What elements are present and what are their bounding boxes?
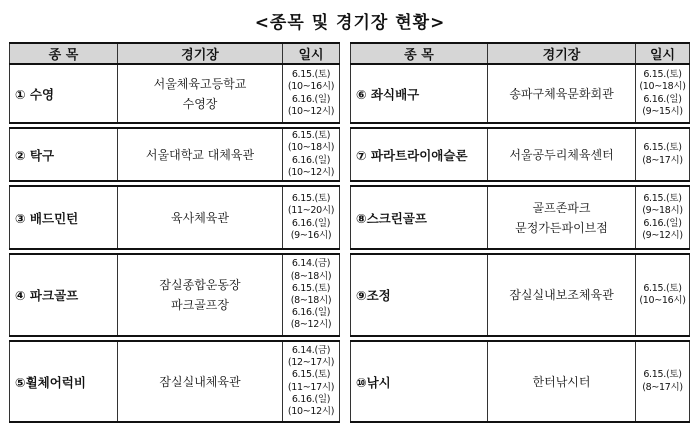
event-cell: ② 탁구 (10, 128, 118, 181)
date-line: 6.14.(금) (291, 344, 331, 356)
table-row (10, 341, 340, 422)
venue-line: 문정가든파이브점 (515, 220, 608, 235)
header-event: 종 목 (10, 43, 118, 64)
event-cell: ④ 파크골프 (10, 254, 118, 336)
table-row (351, 254, 690, 336)
table-header-row (10, 43, 340, 64)
venue-cell (118, 341, 283, 422)
venue-cell (118, 186, 283, 249)
venue-line: 한터낚시터 (532, 374, 591, 389)
date-line: 6.16.(일) (291, 217, 331, 229)
venue-cell (488, 254, 636, 336)
venue-line: 잠실실내체육관 (159, 374, 241, 389)
table-row (351, 64, 690, 123)
date-line: 6.15.(토) (291, 69, 331, 81)
date-line: (10~18시) (639, 81, 686, 93)
venue-line: 서울대학교 대체육관 (145, 147, 255, 162)
venue-line: 파크골프장 (171, 298, 229, 312)
table-row (10, 254, 340, 336)
date-line: 6.15.(토) (291, 130, 331, 142)
date-line: (10~12시) (287, 105, 335, 117)
date-line: 6.16.(일) (643, 93, 682, 105)
date-line: (11~17시) (287, 381, 335, 393)
date-cell (636, 128, 690, 181)
venue-line: 잠실실내보조체육관 (509, 288, 614, 302)
venue-cell (488, 341, 636, 422)
date-cell (283, 186, 340, 249)
date-line: 6.15.(토) (291, 369, 331, 381)
date-cell (636, 254, 690, 336)
date-line: (8~18시) (290, 295, 332, 306)
date-line: (10~16시) (287, 81, 335, 93)
venue-line: 수영장 (182, 96, 218, 111)
date-line: 6.14.(금) (291, 258, 331, 270)
header-event: 종 목 (351, 43, 488, 64)
date-cell (283, 64, 340, 123)
date-line: (8~12시) (290, 319, 332, 331)
venue-table-right (350, 42, 690, 423)
event-cell: ① 수영 (10, 64, 118, 123)
table-header-row (351, 43, 690, 64)
date-line: 6.15.(토) (643, 193, 682, 205)
date-line: (9~12시) (642, 229, 683, 241)
venue-line: 육사체육관 (171, 210, 229, 225)
date-line: 6.15.(토) (291, 282, 331, 294)
venue-cell (118, 64, 283, 123)
venue-cell (488, 186, 636, 249)
date-line: (12~17시) (287, 357, 335, 369)
venue-cell (488, 64, 636, 123)
header-date: 일시 (636, 43, 690, 64)
venue-cell (118, 254, 283, 336)
page-title: <종목 및 경기장 현황> (254, 13, 446, 33)
venue-line: 서울체육고등학교 (153, 76, 247, 91)
date-cell (636, 186, 690, 249)
event-cell: ⑥ 좌식배구 (351, 64, 488, 123)
venue-cell (118, 128, 283, 181)
header-venue: 경기장 (118, 43, 283, 64)
date-cell (283, 128, 340, 181)
table-row (10, 186, 340, 249)
date-line: (11~20시) (287, 205, 335, 217)
date-line: 6.16.(일) (291, 393, 331, 405)
date-line: (10~16시) (639, 295, 686, 306)
event-cell: ⑩낚시 (351, 341, 488, 422)
date-line: (9~18시) (642, 205, 683, 217)
date-line: 6.16.(일) (291, 154, 331, 166)
date-line: (8~17시) (642, 381, 683, 393)
date-line: (8~18시) (290, 270, 332, 282)
date-line: (10~12시) (287, 405, 335, 417)
event-cell: ⑨조정 (351, 254, 488, 336)
venue-line: 서울공두리체육센터 (509, 147, 614, 162)
date-line: 6.15.(토) (643, 282, 682, 294)
date-line: 6.15.(토) (643, 142, 682, 154)
header-venue: 경기장 (488, 43, 636, 64)
venue-line: 골프존파크 (532, 200, 591, 215)
table-row (351, 341, 690, 422)
date-cell (283, 341, 340, 422)
date-line: 6.16.(일) (291, 93, 331, 105)
date-line: (10~12시) (287, 166, 335, 178)
date-line: (9~16시) (290, 229, 332, 241)
table-row (351, 186, 690, 249)
table-row (10, 64, 340, 123)
venue-cell (488, 128, 636, 181)
date-cell (283, 254, 340, 336)
event-cell: ⑤휠체어럭비 (10, 341, 118, 422)
date-line: 6.15.(토) (643, 69, 682, 81)
date-line: 6.16.(일) (643, 217, 682, 229)
venue-table-left (9, 42, 340, 423)
venue-line: 송파구체육문화회관 (509, 86, 614, 101)
event-cell: ③ 배드민턴 (10, 186, 118, 249)
event-cell: ⑧스크린골프 (351, 186, 488, 249)
date-line: 6.15.(토) (291, 193, 331, 205)
date-line: (10~18시) (287, 142, 335, 154)
date-line: (9~15시) (642, 105, 683, 117)
date-line: (8~17시) (642, 154, 683, 166)
table-row (351, 128, 690, 181)
date-line: 6.15.(토) (643, 369, 682, 381)
header-date: 일시 (283, 43, 340, 64)
date-line: 6.16.(일) (291, 307, 331, 319)
date-cell (636, 341, 690, 422)
venue-line: 잠실종합운동장 (159, 278, 241, 292)
event-cell: ⑦ 파라트라이애슬론 (351, 128, 488, 181)
table-row (10, 128, 340, 181)
date-cell (636, 64, 690, 123)
